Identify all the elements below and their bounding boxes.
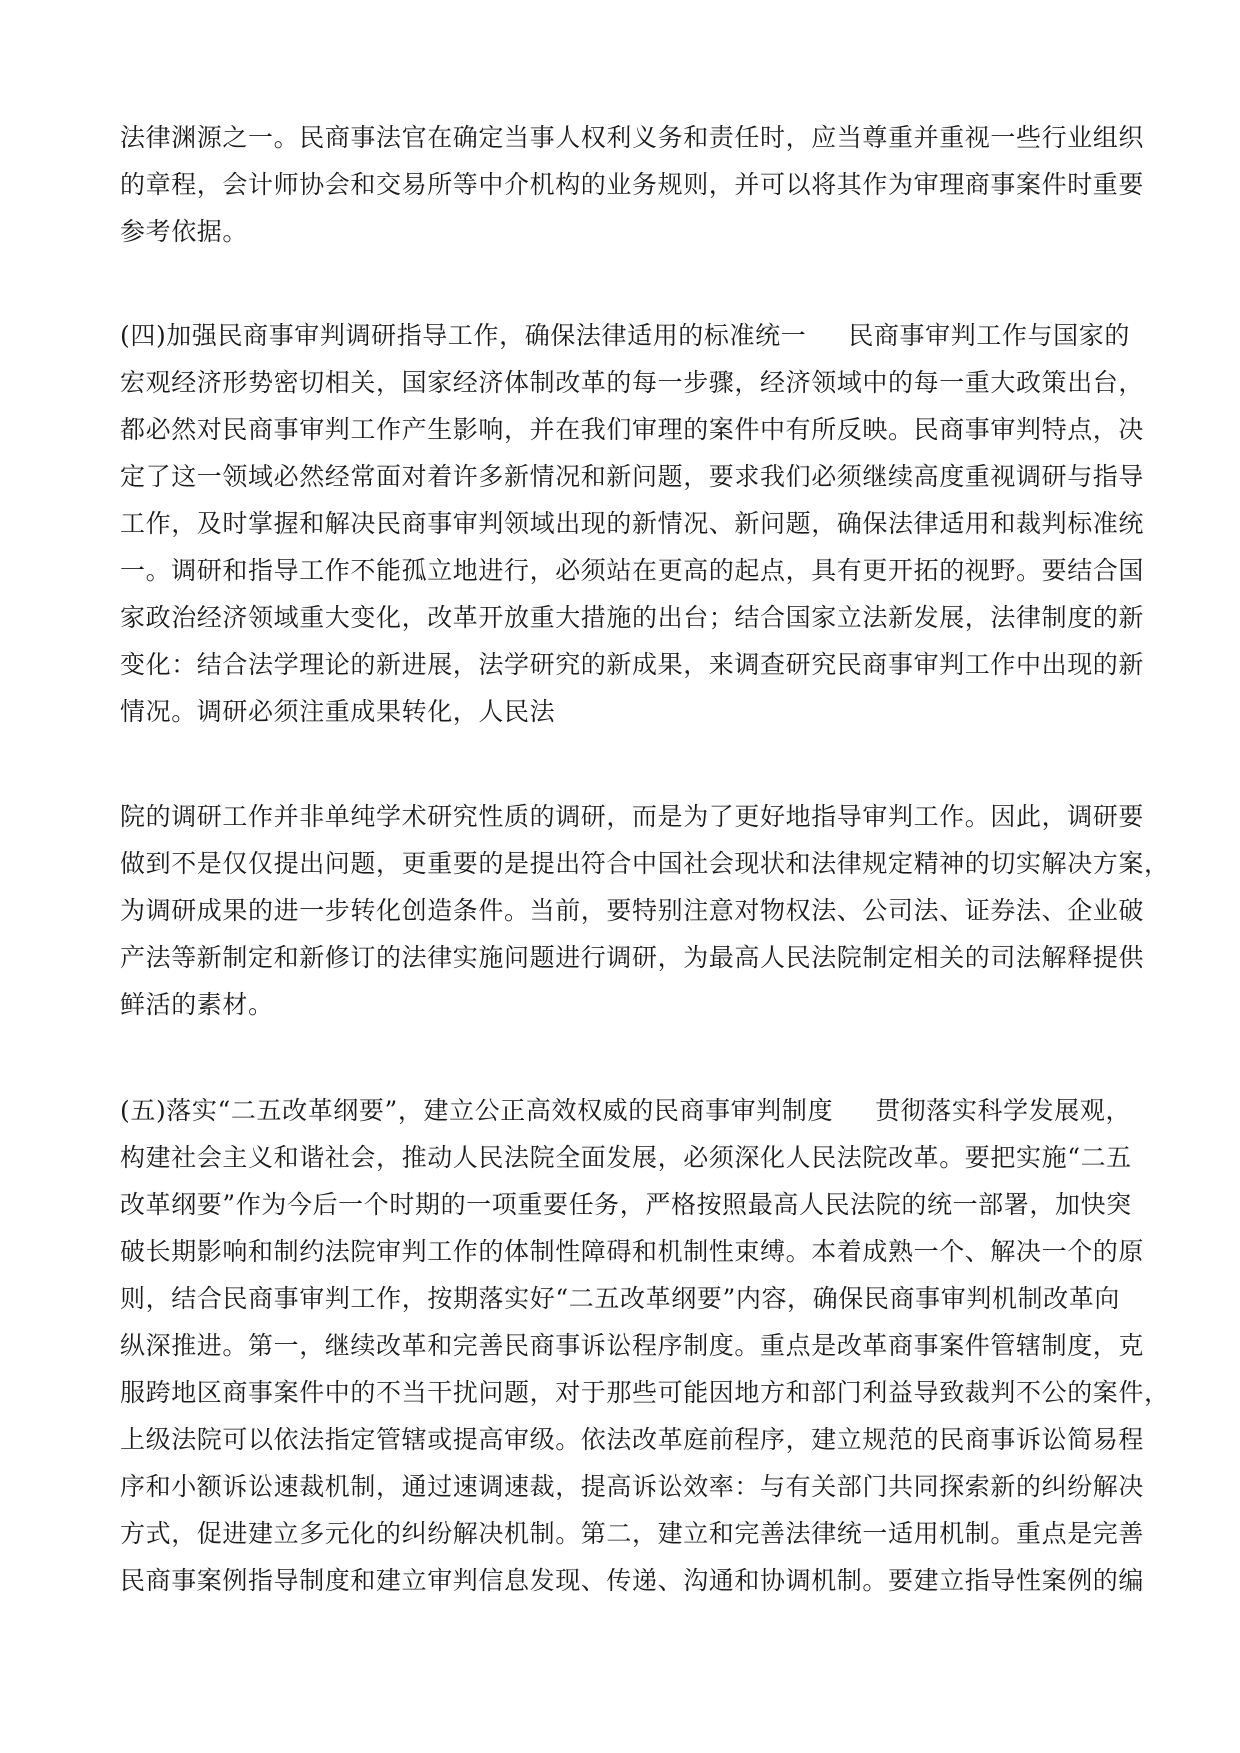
text-line: 做到不是仅仅提出问题，更重要的是提出符合中国社会现状和法律规定精神的切实解决方案， <box>120 849 1170 878</box>
text-line: 服跨地区商事案件中的不当干扰问题，对于那些可能因地方和部门利益导致裁判不公的案件， <box>120 1378 1170 1407</box>
text-line: 变化：结合法学理论的新进展，法学研究的新成果，来调查研究民商事审判工作中出现的新 <box>120 650 1145 679</box>
section-heading: (五)落实“二五改革纲要”，建立公正高效权威的民商事审判制度 <box>120 1096 834 1125</box>
heading-line <box>120 312 1130 359</box>
text-line: 序和小额诉讼速裁机制，通过速调速裁，提高诉讼效率：与有关部门共同探索新的纠纷解决 <box>120 1472 1145 1501</box>
text-line: 则，结合民商事审判工作，按期落实好“二五改革纲要”内容，确保民商事审判机制改革向 <box>120 1284 1120 1313</box>
text-line: 破长期影响和制约法院审判工作的体制性障碍和机制性束缚。本着成熟一个、解决一个的原 <box>120 1237 1145 1266</box>
paragraph-legal-sources <box>120 114 1145 255</box>
text-line: 一。调研和指导工作不能孤立地进行，必须站在更高的起点，具有更开拓的视野。要结合国 <box>120 556 1145 585</box>
text-line: 情况。调研必须注重成果转化，人民法 <box>120 697 556 726</box>
text-line: 的章程，会计师协会和交易所等中介机构的业务规则，并可以将其作为审理商事案件时重要 <box>120 170 1145 199</box>
text-line: 都必然对民商事审判工作产生影响，并在我们审理的案件中有所反映。民商事审判特点，决 <box>120 415 1145 444</box>
text-line: 纵深推进。第一，继续改革和完善民商事诉讼程序制度。重点是改革商事案件管辖制度，克 <box>120 1331 1145 1360</box>
text-run: 贯彻落实科学发展观， <box>875 1096 1132 1125</box>
text-run: 民商事审判工作与国家的 <box>848 321 1130 350</box>
paragraph-section-five <box>120 1087 1170 1604</box>
text-line: 为调研成果的进一步转化创造条件。当前，要特别注意对物权法、公司法、证券法、企业破 <box>120 896 1145 925</box>
heading-line <box>120 1087 1132 1134</box>
text-line: 上级法院可以依法指定管辖或提高审级。依法改革庭前程序，建立规范的民商事诉讼简易程 <box>120 1425 1145 1454</box>
text-line: 定了这一领域必然经常面对着许多新情况和新问题，要求我们必须继续高度重视调研与指导 <box>120 462 1145 491</box>
text-line: 院的调研工作并非单纯学术研究性质的调研，而是为了更好地指导审判工作。因此，调研要 <box>120 802 1145 831</box>
text-line: 民商事案例指导制度和建立审判信息发现、传递、沟通和协调机制。要建立指导性案例的编 <box>120 1566 1145 1595</box>
text-line: 法律渊源之一。民商事法官在确定当事人权利义务和责任时，应当尊重并重视一些行业组织 <box>120 123 1145 152</box>
text-line: 改革纲要”作为今后一个时期的一项重要任务，严格按照最高人民法院的统一部署，加快突 <box>120 1190 1132 1219</box>
text-line: 参考依据。 <box>120 217 249 246</box>
text-line: 方式，促进建立多元化的纠纷解决机制。第二，建立和完善法律统一适用机制。重点是完善 <box>120 1519 1145 1548</box>
text-line: 构建社会主义和谐社会，推动人民法院全面发展，必须深化人民法院改革。要把实施“二五 <box>120 1143 1132 1172</box>
text-line: 家政治经济领域重大变化，改革开放重大措施的出台；结合国家立法新发展，法律制度的新 <box>120 603 1145 632</box>
text-line: 宏观经济形势密切相关，国家经济体制改革的每一步骤，经济领域中的每一重大政策出台， <box>120 368 1145 397</box>
text-line: 鲜活的素材。 <box>120 990 274 1019</box>
section-heading: (四)加强民商事审判调研指导工作，确保法律适用的标准统一 <box>120 321 807 350</box>
paragraph-research-continuation <box>120 793 1170 1028</box>
paragraph-section-four <box>120 312 1145 735</box>
text-line: 产法等新制定和新修订的法律实施问题进行调研，为最高人民法院制定相关的司法解释提供 <box>120 943 1145 972</box>
text-line: 工作，及时掌握和解决民商事审判领域出现的新情况、新问题，确保法律适用和裁判标准统 <box>120 509 1145 538</box>
